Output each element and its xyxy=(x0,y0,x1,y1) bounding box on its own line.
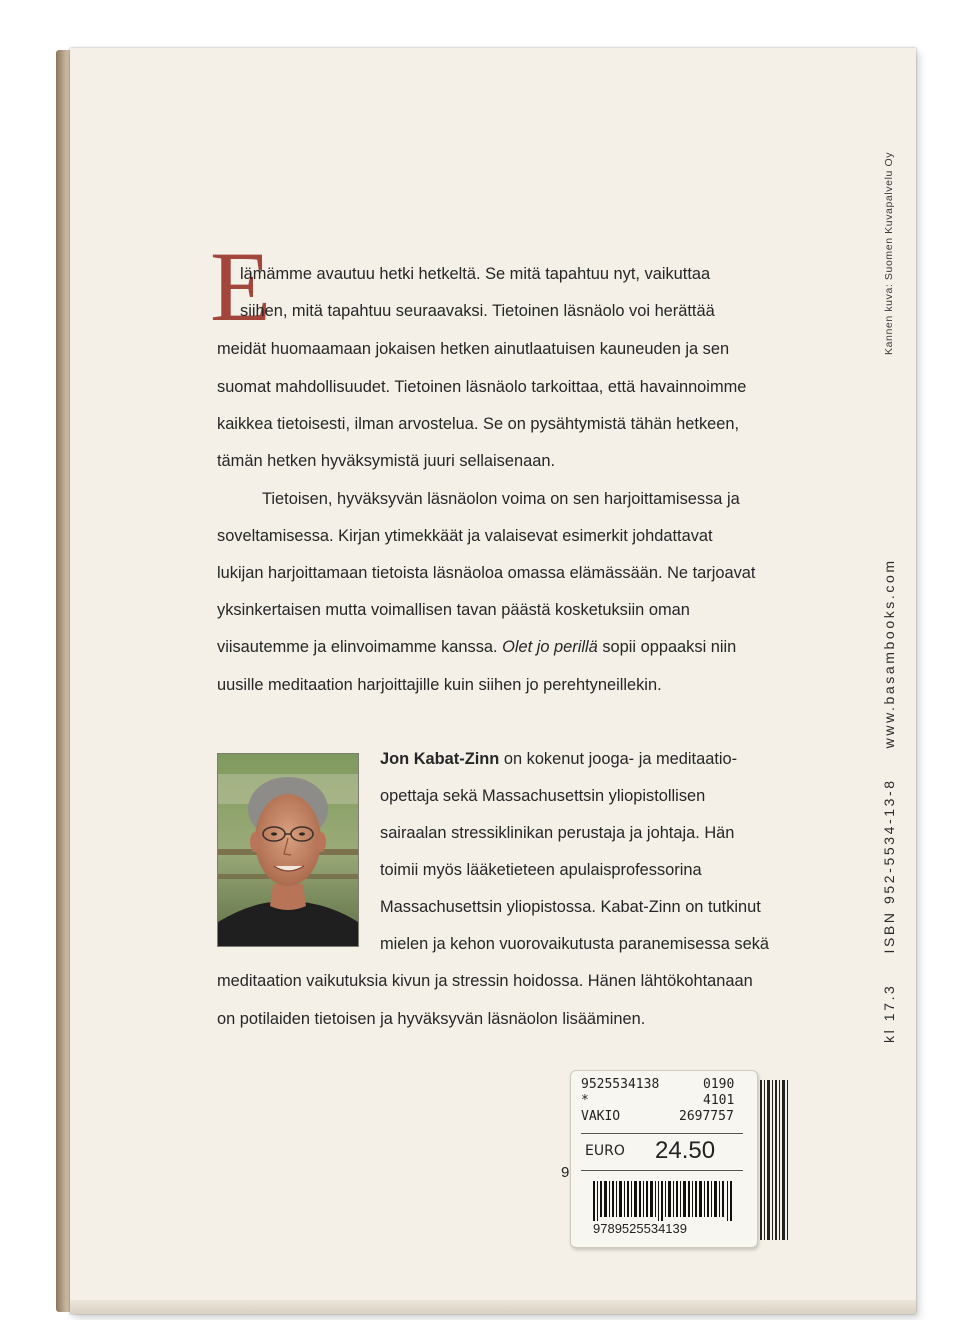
sticker-code-2: 0190 xyxy=(703,1077,735,1092)
author-photo xyxy=(217,753,359,947)
book-page-bottom xyxy=(70,1300,916,1314)
intro-line: suomat mahdollisuudet. Tietoinen läsnäolo tarkoittaa, että havainnoimme xyxy=(217,378,747,396)
author-line xyxy=(380,750,737,769)
body-line-text: viisautemme ja elinvoimamme kanssa. xyxy=(217,638,498,656)
body-line xyxy=(217,638,736,657)
price-box xyxy=(581,1133,743,1171)
sticker-code-4: 2697757 xyxy=(679,1109,734,1124)
author-line: on potilaiden tietoisen ja hyväksyvän läsnäolon lisääminen. xyxy=(217,1010,646,1028)
sticker-label: VAKIO xyxy=(581,1109,621,1124)
body-line: uusille meditaation harjoittajille kuin siihen jo perehtyneillekin. xyxy=(217,676,662,694)
classification: kl 17.3 xyxy=(881,983,897,1043)
price: 24.50 xyxy=(655,1137,716,1164)
body-line: soveltamisessa. Kirjan ytimekkäät ja valaisevat esimerkit johdattavat xyxy=(217,527,713,545)
intro-line: siihen, mitä tapahtuu seuraavaksi. Tietoinen läsnäolo voi herättää xyxy=(240,302,715,320)
isbn-spine-text xyxy=(881,558,897,1043)
author-line: meditaation vaikutuksia kivun ja stressin hoidossa. Hänen lähtökohtanaan xyxy=(217,972,753,990)
author-line: opettaja sekä Massachusettsin yliopistollisen xyxy=(380,787,706,805)
price-sticker xyxy=(570,1070,758,1248)
cover-photo-credit: Kannen kuva: Suomen Kuvapalvelu Oy xyxy=(883,151,895,355)
intro-line: lämämme avautuu hetki hetkeltä. Se mitä tapahtuu nyt, vaikuttaa xyxy=(240,265,711,283)
sticker-barcode xyxy=(593,1181,735,1221)
drop-cap: E xyxy=(210,231,272,342)
book-barcode xyxy=(760,1075,790,1240)
body-line: yksinkertaisen mutta voimallisen tavan päästä kosketuksiin oman xyxy=(217,601,690,619)
sticker-code-3: 4101 xyxy=(703,1093,735,1108)
intro-line: kaikkea tietoisesti, ilman arvostelua. Se on pysähtymistä tähän hetkeen, xyxy=(217,415,740,433)
author-line: toimii myös lääketieteen apulaisprofessorina xyxy=(380,861,702,879)
body-line: Tietoisen, hyväksyvän läsnäolon voima on sen harjoittamisessa ja xyxy=(262,490,740,508)
currency-label: EURO xyxy=(585,1143,625,1159)
sticker-code: 9525534138 xyxy=(581,1077,660,1092)
intro-line: meidät huomaamaan jokaisen hetken ainutlaatuisen kauneuden ja sen xyxy=(217,340,730,358)
sticker-star: * xyxy=(581,1093,589,1108)
body-line: lukijan harjoittamaan tietoista läsnäoloa omassa elämässään. Ne tarjoavat xyxy=(217,564,756,582)
author-line: mielen ja kehon vuorovaikutusta paranemisessa sekä xyxy=(380,935,770,953)
author-line-text: on kokenut jooga- ja meditaatio- xyxy=(499,750,738,768)
book-barcode-prefix: 9 xyxy=(561,1164,570,1181)
author-line: sairaalan stressiklinikan perustaja ja johtaja. Hän xyxy=(380,824,735,842)
intro-line: tämän hetken hyväksymistä juuri sellaisenaan. xyxy=(217,452,556,470)
body-line-text: sopii oppaaksi niin xyxy=(597,638,737,656)
book-title: Olet jo perillä xyxy=(502,638,598,656)
publisher-url: www.basambooks.com xyxy=(881,558,897,749)
barcode-number: 9789525534139 xyxy=(593,1221,687,1236)
isbn: ISBN 952-5534-13-8 xyxy=(881,778,897,954)
author-line: Massachusettsin yliopistossa. Kabat-Zinn on tutkinut xyxy=(380,898,761,916)
author-name: Jon Kabat-Zinn xyxy=(380,750,500,768)
